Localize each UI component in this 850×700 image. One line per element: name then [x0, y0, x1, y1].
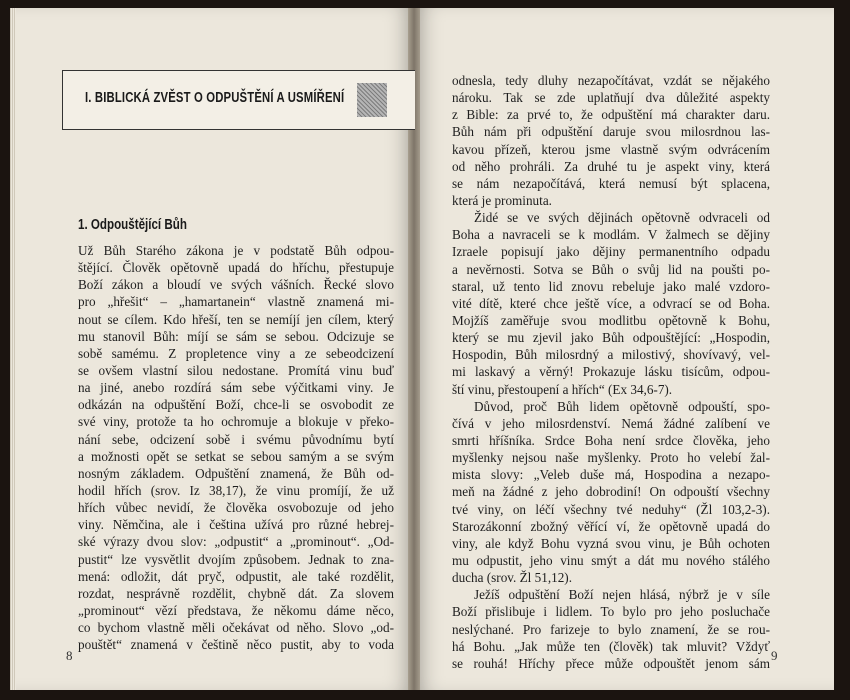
text-line: mu odpustit, jeho vinu smýt a dát mu nového stálého — [452, 552, 770, 568]
page-number-left: 8 — [66, 648, 73, 663]
text-line: nároku. Tak se zde uplatňují dva důležité aspekty — [452, 90, 770, 106]
text-line: čívá v jeho milosrdenství. Nemá žádné zalíbení ve — [452, 415, 770, 431]
text-line: ducha (srov. Žl 51,12). — [452, 570, 573, 586]
text-line: „prominout“ vězí představa, že někomu dáme něco, — [78, 602, 394, 618]
text-line: meň na žádné z jeho dobrodiní! On odpouští všechny — [452, 484, 770, 500]
text-line: sobě samému. Z propletence viny a ze sebeodcizení — [78, 345, 394, 361]
text-line: nosným základem. Odpuštění znamená, že Bůh od- — [78, 465, 394, 481]
chapter-header-box — [62, 70, 415, 130]
text-line: odkázán na odpuštění Boží, chce-li se osvobodit ze — [78, 397, 394, 413]
text-line: Hospodin, Bůh milosrdný a milostivý, shovívavý, vel- — [452, 347, 770, 363]
text-line: kavou přízeň, kterou jsme vlastně svým odvrácením — [452, 141, 770, 157]
text-line: mista slovy: „Veleb duše má, Hospodina a nezapo- — [452, 467, 770, 483]
right-body-text — [452, 72, 770, 672]
text-line: mi laskavý a věrný! Prokazuje lásku tisícům, odpou- — [452, 364, 770, 380]
text-line: Mojžíš zaměřuje svou modlitbu opětovně k Bohu, — [452, 312, 770, 328]
text-line: Důvod, proč Bůh lidem opětovně odpouští, spo- — [474, 398, 770, 414]
text-line: Starozákonní zbožný věřící ví, že opětovně upadá do — [452, 518, 770, 534]
text-line: staral, už tento lid znovu rebeluje jako malé vzdoro- — [452, 278, 770, 294]
text-line: hodil hřích (srov. Iz 38,17), že vinu promíjí, že už — [78, 482, 394, 498]
text-line: a nevěrnosti. Sotva se Bůh o svůj lid na poušti po- — [452, 261, 770, 277]
text-line: své viny, protože ta ho ochromuje a blokuje v překo- — [78, 414, 394, 430]
text-line: tvé viny, on léčí všechny tvé neduhy“ (Žl 103,2-3). — [452, 501, 770, 517]
text-line: mená: odložit, dát pryč, odpustit, ale také rozdělit, — [78, 568, 394, 584]
text-line: co bychom vlastně měli očekávat od něho. Slovo „od- — [78, 620, 394, 636]
text-line: Izraele popisují jako dějiny permanentního odpadu — [452, 244, 770, 260]
text-line: Už Bůh Starého zákona je v podstatě Bůh odpou- — [78, 243, 394, 258]
chapter-marker — [357, 83, 387, 117]
text-line: mu stanovil Bůh: míjí se sám se sebou. Odcizuje se — [78, 328, 394, 344]
text-line: na jiné, anebo rozdírá sám sebe výčitkami viny. Je — [78, 380, 394, 396]
section-title: 1. Odpouštějící Bůh — [78, 217, 187, 233]
left-body-text — [78, 242, 394, 653]
text-line: viny. Němčina, ale i čeština užívá pro různé hebrej- — [78, 517, 394, 533]
text-line: rozdat, nesprávně rozdělit, chybně dát. Za slovem — [78, 585, 394, 601]
text-line: ští vinu, přestoupení a hřích“ (Ex 34,6-7). — [452, 381, 673, 397]
text-line: pustit“ lze vysvětlit dvojím způsobem. Jednak to zna- — [78, 551, 394, 567]
text-line: z Bible: za prvé to, že odpuštění má charakter daru. — [452, 107, 770, 123]
text-line: ské výrazy dvou slov: „odpustit“ a „prominout“. „Od- — [78, 534, 394, 550]
chapter-title: I. BIBLICKÁ ZVĚST O ODPUŠTĚNÍ A USMÍŘENÍ — [85, 90, 345, 106]
text-line: pouštět“ znamená v češtině něco pustit, aby to voda — [78, 637, 394, 653]
text-line: Židé se ve svých dějinách opětovně odvraceli od — [474, 210, 770, 226]
text-line: se rouhá! Hříchy přece může odpouštět jenom sám — [452, 655, 770, 671]
text-line: štějící. Člověk opětovně upadá do hříchu, přestupuje — [78, 260, 394, 276]
text-line: která je prominuta. — [452, 192, 552, 208]
text-line: myšlenky nejsou naše myšlenky. Proto ho velebí žal- — [452, 450, 770, 466]
text-line: se ovšem vlastní silou nedostane. Promítá vinu buď — [78, 362, 394, 378]
text-line: pro „hřešit“ – „hamartanein“ vlastně znamená mi- — [78, 294, 394, 310]
text-line: smrti hříšníka. Srdce Boha není srdce člověka, jeho — [452, 432, 770, 448]
page-edge — [10, 8, 16, 690]
text-line: vité dítě, které chce ještě více, a odvrací se od Boha. — [452, 295, 770, 311]
text-line: a možnosti opět se setkat se sebou samým a se svým — [78, 448, 394, 464]
text-line: Boží přislibuje i lidlem. To bylo pro jeho posluchače — [452, 604, 770, 620]
text-line: nání sebe, odcizení sobě i svému původnímu bytí — [78, 431, 394, 447]
text-line: od něho prohráli. Za druhé tu je aspekt viny, která — [452, 158, 770, 174]
text-line: Bůh nám při odpuštění daruje svou milosrdnou las- — [452, 124, 770, 140]
text-line: há Bohu. „Jak může ten (člověk) tak mluvit? Vždyť — [452, 638, 770, 654]
text-line: se nám nezapočítává, která nemusí být splacena, — [452, 175, 770, 191]
text-line: Boží zákon a bloudí ve svých vášních. Řecké slovo — [78, 277, 394, 293]
text-line: viny, ale když Bohu vyzná svou vinu, je Bůh ochoten — [452, 535, 770, 551]
text-line: Ježíš odpuštění Boží nejen hlásá, nýbrž je v síle — [474, 587, 770, 603]
text-line: Boha a navraceli se k modlám. V žalmech se dějiny — [452, 227, 770, 243]
text-line: neslýchané. Pro farizeje to bylo znamení, že se rou- — [452, 621, 770, 637]
page-number-right: 9 — [771, 648, 778, 663]
text-line: který se mu zjevil jako Bůh odpouštějící: „Hospodin, — [452, 330, 770, 346]
text-line: nout se cílem. Kdo hřeší, ten se nemíjí jen cílem, který — [78, 311, 394, 327]
text-line: odnesla, tedy dluhy nezapočítávat, vzdát se nějakého — [452, 73, 770, 88]
text-line: hřích vůbec nevidí, že člověka osvobozuje od jeho — [78, 500, 394, 516]
